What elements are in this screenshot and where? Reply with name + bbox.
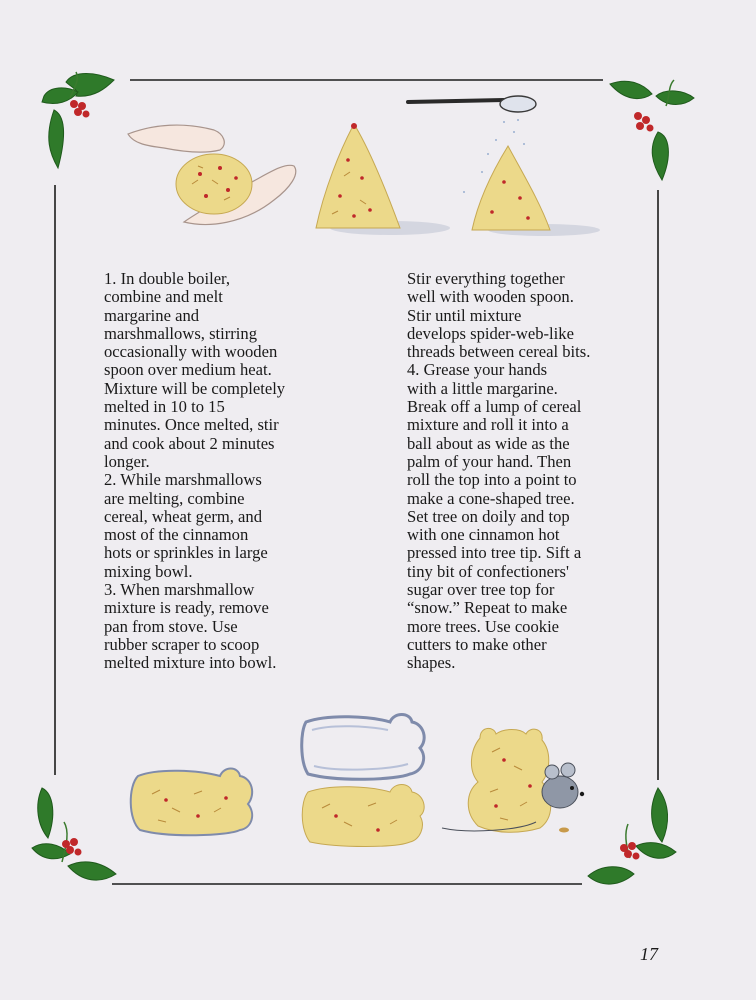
text-line: pressed into tree tip. Sift a: [407, 543, 582, 563]
text-line: melted in 10 to 15: [104, 397, 225, 417]
text-line: Stir until mixture: [407, 305, 522, 325]
text-line: spoon over medium heat.: [104, 360, 272, 380]
text-line: 4. Grease your hands: [407, 360, 548, 380]
text-line: combine and melt: [104, 287, 223, 307]
text-line: minutes. Once melted, stir: [104, 415, 279, 435]
text-line: occasionally with wooden: [104, 342, 278, 362]
holly-icon: [606, 72, 698, 184]
cookie-cutter-illustration: [298, 712, 430, 782]
holly-icon: [36, 68, 128, 178]
text-line: cereal, wheat germ, and: [104, 506, 263, 526]
text-line: longer.: [104, 451, 150, 471]
holly-icon: [584, 784, 684, 894]
text-line: Break off a lump of cereal: [407, 397, 582, 417]
text-line: mixture is ready, remove: [104, 598, 269, 618]
text-line: marshmallows, stirring: [104, 323, 258, 343]
instructions-right-column: [407, 270, 622, 673]
text-line: with one cinnamon hot: [407, 525, 560, 545]
holly-icon: [26, 782, 122, 892]
page-number: 17: [640, 944, 658, 964]
text-line: sugar over tree top for: [407, 580, 555, 600]
text-line: with a little margarine.: [407, 378, 558, 398]
instructions-left-column: [104, 270, 319, 673]
text-line: melted mixture into bowl.: [104, 653, 277, 673]
text-line: cutters to make other: [407, 634, 547, 654]
text-line: shapes.: [407, 653, 456, 673]
text-line: more trees. Use cookie: [407, 616, 560, 636]
text-line: Set tree on doily and top: [407, 506, 570, 526]
text-line: 1. In double boiler,: [104, 269, 231, 288]
text-line: pan from stove. Use: [104, 616, 238, 636]
text-line: “snow.” Repeat to make: [407, 598, 568, 618]
text-line: and cook about 2 minutes: [104, 433, 275, 453]
text-line: 2. While marshmallows: [104, 470, 262, 490]
shaped-cereal-treat-illustration: [300, 782, 428, 848]
text-line: rubber scraper to scoop: [104, 634, 260, 654]
text-line: tiny bit of confectioners': [407, 561, 569, 581]
text-line: hots or sprinkles in large: [104, 543, 268, 563]
hands-rolling-ball-illustration: [124, 104, 304, 236]
text-line: develops spider-web-like: [407, 323, 574, 343]
text-line: 3. When marshmallow: [104, 580, 255, 600]
text-line: margarine and: [104, 305, 200, 325]
bear-treat-with-mouse-illustration: [440, 722, 590, 840]
text-line: mixing bowl.: [104, 561, 193, 581]
text-line: roll the top into a point to: [407, 470, 577, 490]
text-line: Mixture will be completely: [104, 378, 286, 398]
text-line: threads between cereal bits.: [407, 342, 591, 362]
text-line: mixture and roll it into a: [407, 415, 569, 435]
cookie-cutter-filled-illustration: [128, 764, 262, 840]
sifter-snow-illustration: [404, 92, 604, 238]
text-line: palm of your hand. Then: [407, 451, 572, 471]
text-line: make a cone-shaped tree.: [407, 488, 575, 508]
text-line: well with wooden spoon.: [407, 287, 574, 307]
text-line: Stir everything together: [407, 269, 565, 288]
text-line: ball about as wide as the: [407, 433, 570, 453]
text-line: most of the cinnamon: [104, 525, 249, 545]
text-line: are melting, combine: [104, 488, 245, 508]
